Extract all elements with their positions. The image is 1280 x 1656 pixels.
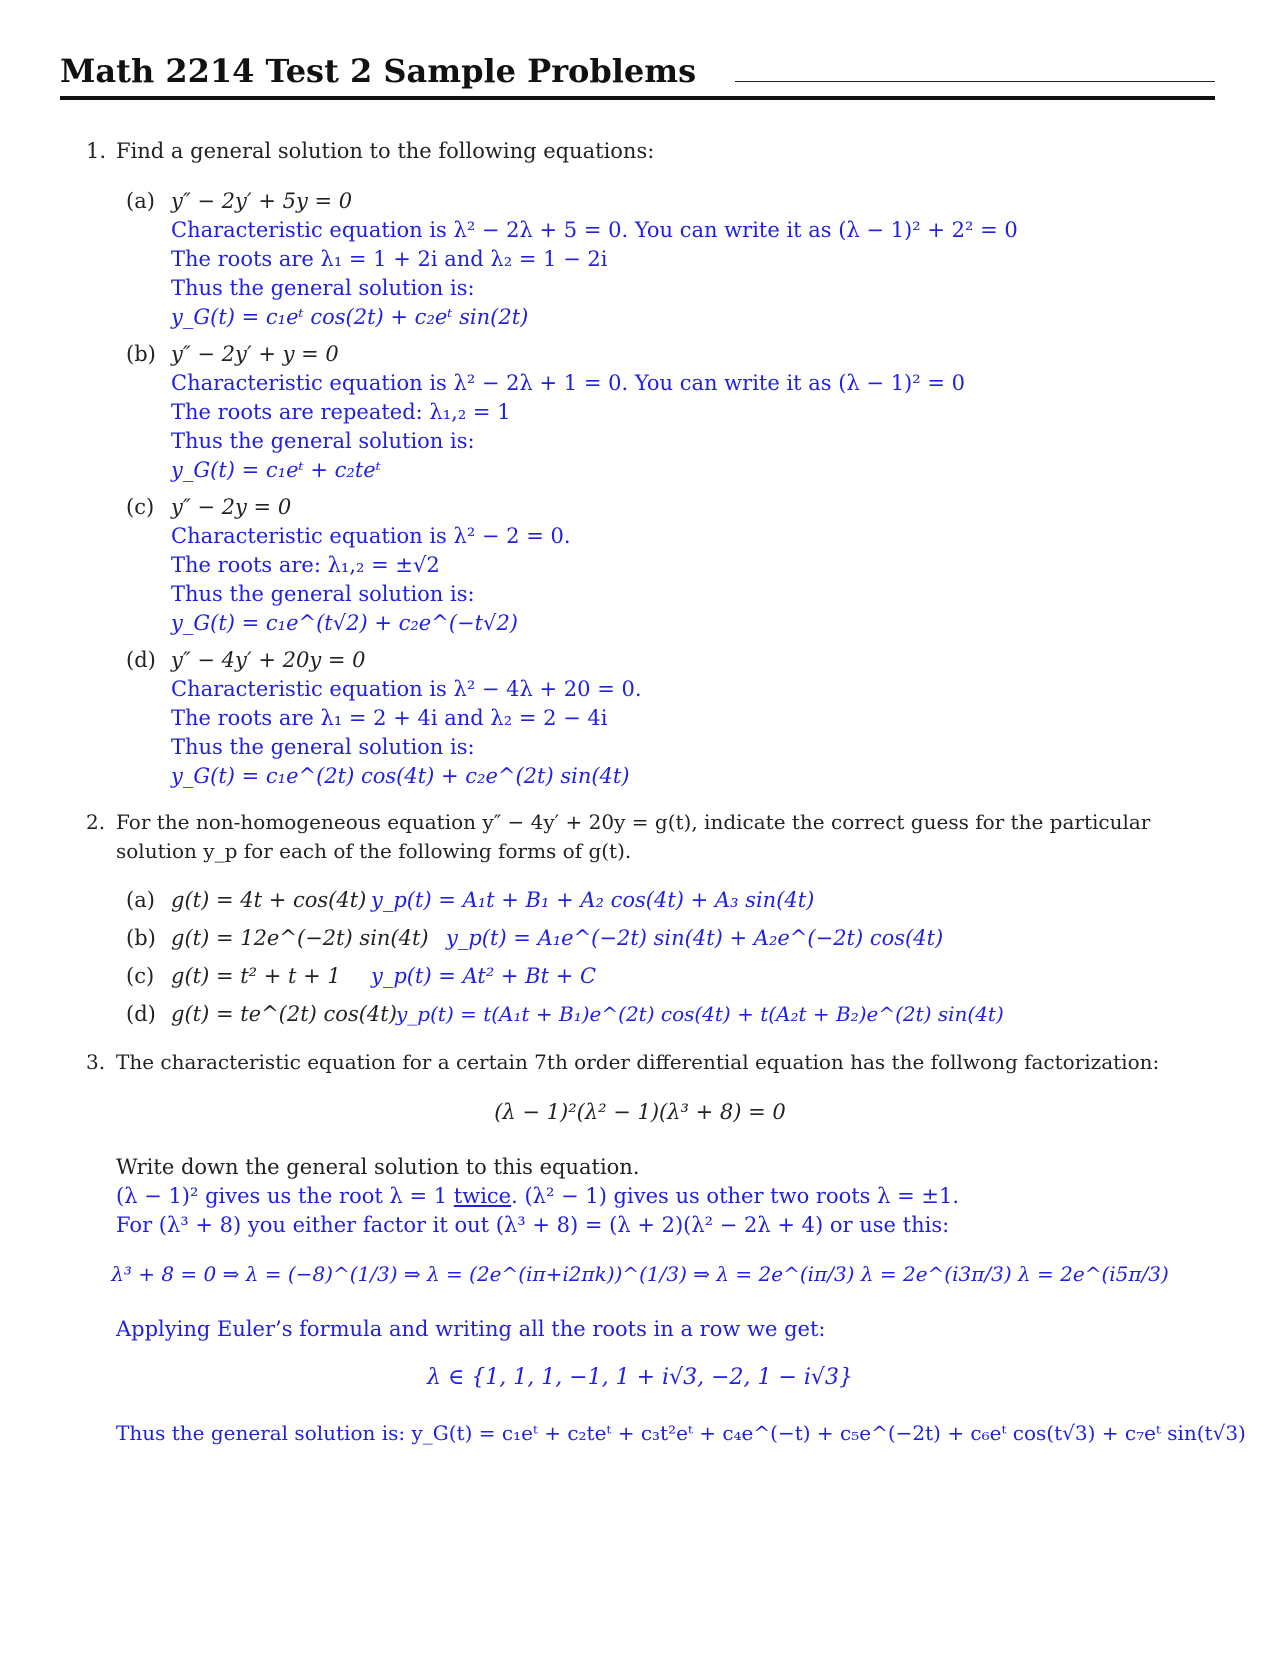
equation: y″ − 2y′ + y = 0 [171, 342, 339, 366]
g-form: g(t) = 4t + cos(4t) [171, 888, 367, 912]
step-text: (λ − 1)² gives us the root λ = 1 [116, 1184, 454, 1208]
factorization-equation: (λ − 1)²(λ² − 1)(λ³ + 8) = 0 [494, 1100, 786, 1124]
answer-line: The roots are repeated: λ₁,₂ = 1 [171, 400, 511, 424]
part-label: (a) [126, 189, 155, 213]
answer-line: Characteristic equation is λ² − 2 = 0. [171, 524, 571, 548]
part-label: (a) [126, 888, 155, 912]
problem-1b [126, 339, 1226, 489]
answer-line: The roots are: λ₁,₂ = ±√2 [171, 553, 440, 577]
step-text: . (λ² − 1) gives us other two roots λ = ±1. [511, 1184, 960, 1208]
part-label: (b) [126, 926, 156, 950]
answer-line: Characteristic equation is λ² − 4λ + 20 = 0. [171, 677, 642, 701]
answer-line: Thus the general solution is: [171, 429, 475, 453]
g-form: g(t) = t² + t + 1 [171, 964, 341, 988]
name-blank-line [735, 81, 1215, 82]
answer-solution: y_G(t) = c₁e^(2t) cos(4t) + c₂e^(2t) sin(4t) [171, 764, 630, 788]
problem-prompt: For the non-homogeneous equation y″ − 4y′ + 20y = g(t), indicate the correct guess for the particular [116, 810, 1151, 834]
problem-number: 3. [86, 1050, 106, 1074]
problem-1c [126, 492, 1226, 642]
answer-solution: y_G(t) = c₁eᵗ cos(2t) + c₂eᵗ sin(2t) [171, 305, 529, 329]
equation: y″ − 4y′ + 20y = 0 [171, 648, 366, 672]
part-label: (c) [126, 964, 155, 988]
problem-2b [126, 923, 1226, 953]
answer-line: Thus the general solution is: [171, 276, 475, 300]
problem-prompt: Find a general solution to the following equations: [116, 139, 655, 163]
step-emphasis: twice [453, 1184, 512, 1208]
part-label: (c) [126, 495, 155, 519]
answer-line: The roots are λ₁ = 2 + 4i and λ₂ = 2 − 4i [171, 706, 608, 730]
solution-step-1 [116, 1181, 1226, 1211]
page-title: Math 2214 Test 2 Sample Problems [60, 52, 697, 90]
problem-prompt: solution y_p for each of the following forms of g(t). [116, 839, 632, 863]
particular-guess: y_p(t) = A₁e^(−2t) sin(4t) + A₂e^(−2t) cos(4t) [446, 926, 944, 950]
particular-guess: y_p(t) = t(A₁t + B₁)e^(2t) cos(4t) + t(A₂t + B₂)e^(2t) sin(4t) [396, 1002, 1004, 1026]
part-label: (d) [126, 1002, 156, 1026]
final-solution: Thus the general solution is: y_G(t) = c₁eᵗ + c₂teᵗ + c₃t²eᵗ + c₄e^(−t) + c₅e^(−2t) + c₆eᵗ cos(t√3) + c₇eᵗ sin(t√3) [116, 1421, 1246, 1445]
problem-2a [126, 885, 1226, 915]
problem-prompt: The characteristic equation for a certain 7th order differential equation has the follwong factorization: [116, 1050, 1160, 1074]
answer-line: The roots are λ₁ = 1 + 2i and λ₂ = 1 − 2i [171, 247, 608, 271]
answer-line: Thus the general solution is: [171, 735, 475, 759]
problem-2c [126, 961, 1226, 991]
answer-solution: y_G(t) = c₁eᵗ + c₂teᵗ [171, 458, 381, 482]
roots-set: λ ∈ {1, 1, 1, −1, 1 + i√3, −2, 1 − i√3} [427, 1365, 853, 1390]
part-label: (d) [126, 648, 156, 672]
equation: y″ − 2y′ + 5y = 0 [171, 189, 353, 213]
problem-2 [86, 807, 1226, 867]
solution-step-4: Applying Euler’s formula and writing all the roots in a row we get: [116, 1317, 826, 1341]
problem-1 [86, 136, 1226, 166]
g-form: g(t) = te^(2t) cos(4t) [171, 1002, 397, 1026]
answer-line: Characteristic equation is λ² − 2λ + 1 = 0. You can write it as (λ − 1)² = 0 [171, 371, 965, 395]
problem-3 [86, 1047, 1226, 1077]
write-prompt: Write down the general solution to this equation. [116, 1155, 640, 1179]
answer-line: Thus the general solution is: [171, 582, 475, 606]
answer-line: Characteristic equation is λ² − 2λ + 5 = 0. You can write it as (λ − 1)² + 2² = 0 [171, 218, 1018, 242]
problem-number: 2. [86, 810, 106, 834]
part-label: (b) [126, 342, 156, 366]
particular-guess: y_p(t) = At² + Bt + C [371, 964, 597, 988]
g-form: g(t) = 12e^(−2t) sin(4t) [171, 926, 429, 950]
problem-2d [126, 999, 1226, 1029]
problem-1d [126, 645, 1226, 795]
problem-number: 1. [86, 139, 107, 163]
solution-step-2: For (λ³ + 8) you either factor it out (λ³ + 8) = (λ + 2)(λ² − 2λ + 4) or use this: [116, 1213, 950, 1237]
particular-guess: y_p(t) = A₁t + B₁ + A₂ cos(4t) + A₃ sin(4t) [371, 888, 815, 912]
header-rule [60, 96, 1215, 100]
equation: y″ − 2y = 0 [171, 495, 292, 519]
problem-1a [126, 186, 1226, 336]
solution-step-3: λ³ + 8 = 0 ⇒ λ = (−8)^(1/3) ⇒ λ = (2e^(iπ+i2πk))^(1/3) ⇒ λ = 2e^(iπ/3) λ = 2e^(i3π/3) λ = 2e^(i5π/3) [111, 1262, 1169, 1286]
answer-solution: y_G(t) = c₁e^(t√2) + c₂e^(−t√2) [171, 611, 518, 635]
